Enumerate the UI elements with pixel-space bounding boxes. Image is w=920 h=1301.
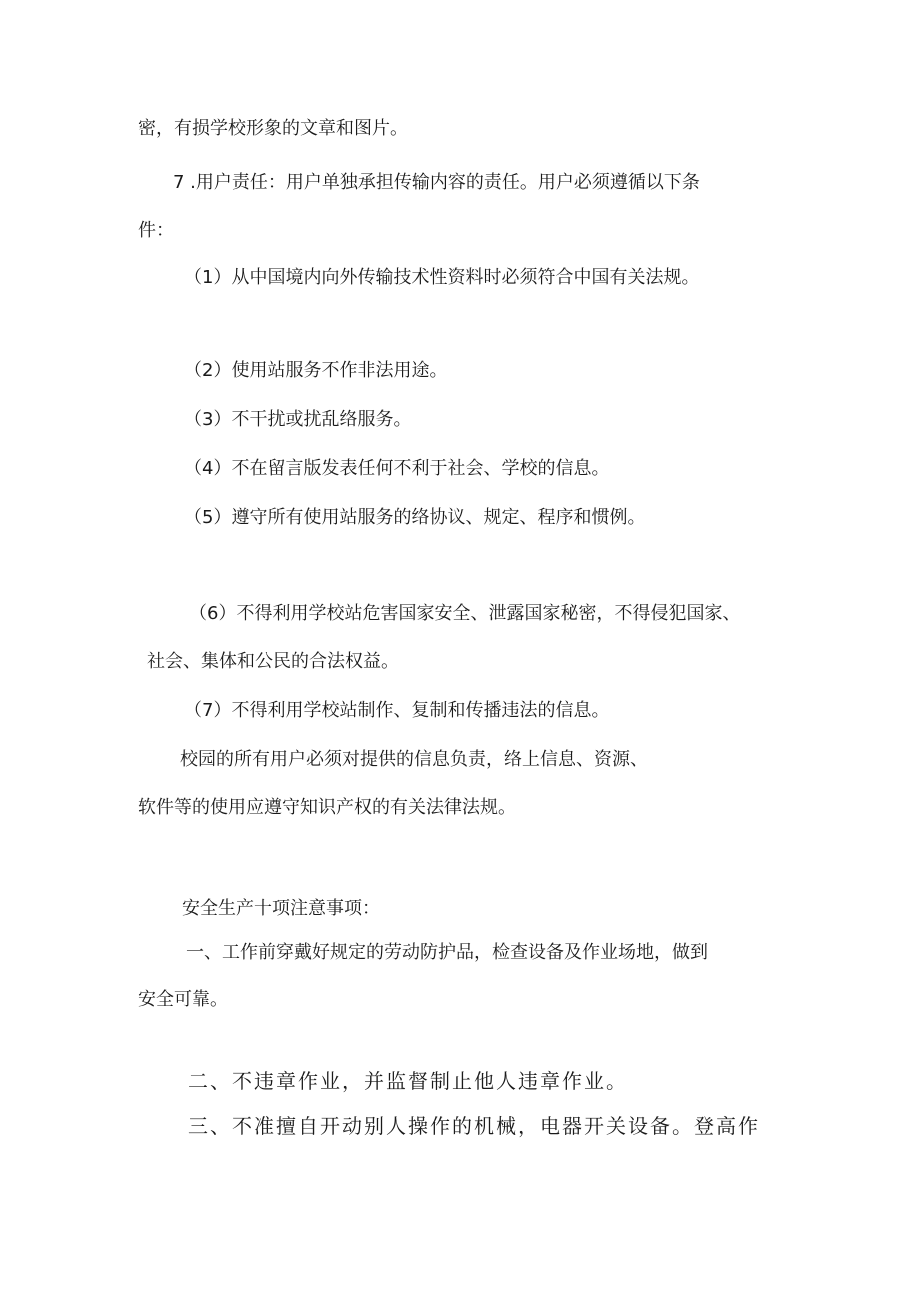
text-line: （7）不得利用学校站制作、复制和传播违法的信息。 — [184, 700, 610, 721]
text-line: 校园的所有用户必须对提供的信息负责，络上信息、资源、 — [180, 749, 648, 770]
text-line: （3）不干扰或扰乱络服务。 — [184, 409, 412, 430]
text-line: 二、不违章作业，并监督制止他人违章作业。 — [188, 1069, 628, 1093]
text-line: 件： — [138, 220, 174, 241]
section-heading: 安全生产十项注意事项： — [182, 898, 380, 919]
text-line: 三、不准擅自开动别人操作的机械，电器开关设备。登高作 — [188, 1114, 760, 1138]
text-line: （5）遵守所有使用站服务的络协议、规定、程序和惯例。 — [184, 507, 646, 528]
text-line: 7 .用户责任：用户单独承担传输内容的责任。用户必须遵循以下条 — [173, 172, 700, 193]
text-line: 软件等的使用应遵守知识产权的有关法律法规。 — [138, 797, 516, 818]
text-line: 密，有损学校形象的文章和图片。 — [138, 118, 408, 139]
text-line: 安全可靠。 — [138, 989, 228, 1010]
text-line: （6）不得利用学校站危害国家安全、泄露国家秘密，不得侵犯国家、 — [189, 603, 741, 624]
text-line: （2）使用站服务不作非法用途。 — [184, 360, 448, 381]
text-line: 一、工作前穿戴好规定的劳动防护品，检查设备及作业场地，做到 — [186, 942, 708, 963]
text-line: 社会、集体和公民的合法权益。 — [147, 651, 399, 672]
text-line: （1）从中国境内向外传输技术性资料时必须符合中国有关法规。 — [184, 267, 700, 288]
text-line: （4）不在留言版发表任何不利于社会、学校的信息。 — [184, 458, 610, 479]
